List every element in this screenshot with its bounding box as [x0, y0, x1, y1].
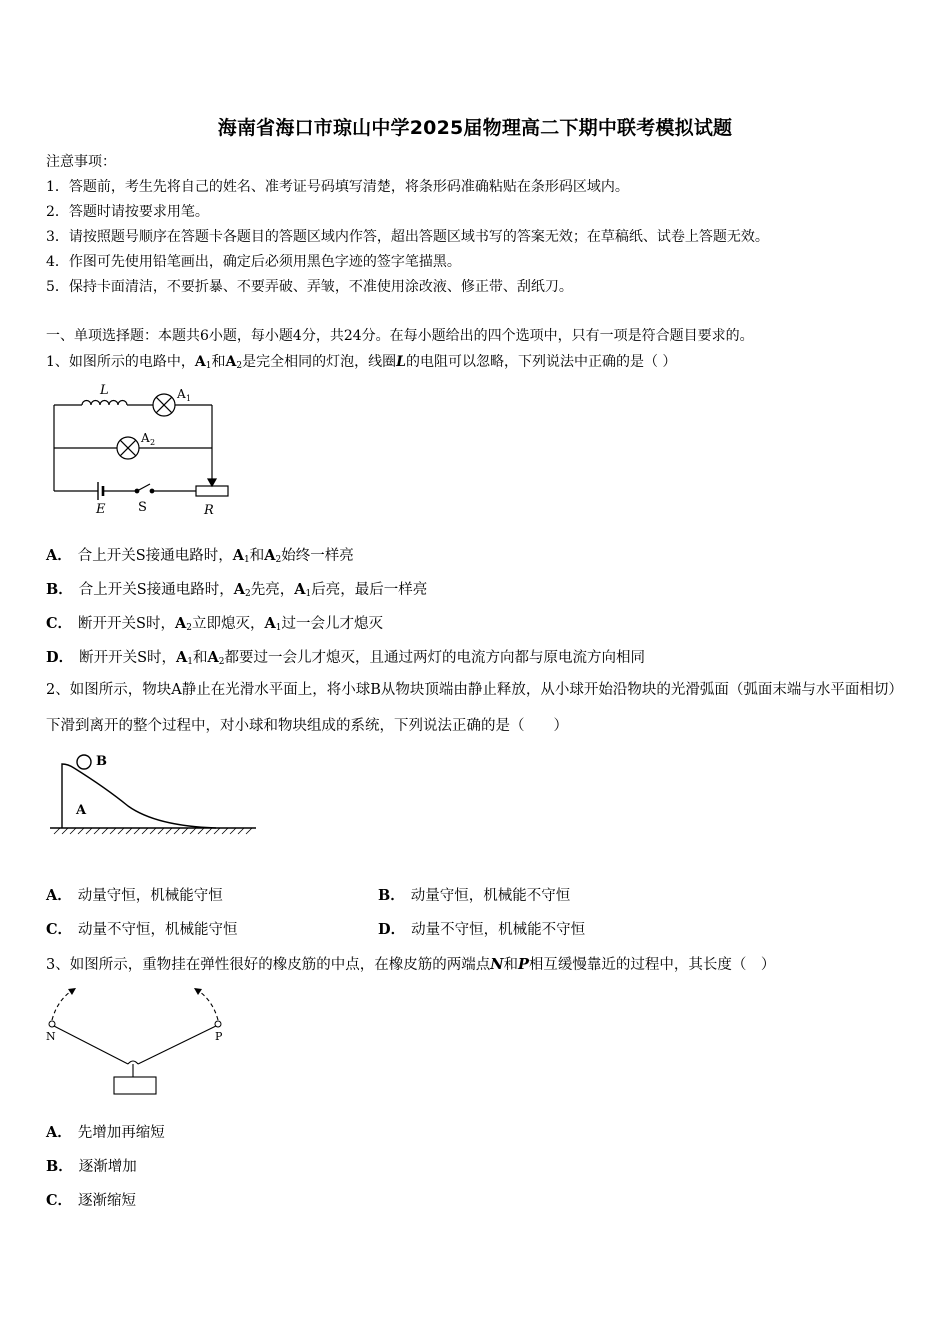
q1-option-b: B． 合上开关S接通电路时，$A_2$先亮，$A_1$后亮，最后一样亮	[46, 581, 428, 599]
rubber-band-diagram	[40, 980, 240, 1100]
q2-option-a: A． 动量守恒，机械能守恒	[46, 887, 223, 904]
question-3-stem: 3、如图所示，重物挂在弹性很好的橡皮筋的中点，在橡皮筋的两端点N和P相互缓慢靠近的过程中，其长度（ ）	[46, 956, 776, 973]
label-N: N	[46, 1030, 56, 1043]
section-heading: 一、单项选择题：本题共6小题，每小题4分，共24分。在每小题给出的四个选项中，只有一项是符合题目要求的。	[46, 328, 754, 344]
label-E: E	[96, 502, 106, 517]
notice-item: 4．作图可先使用铅笔画出，确定后必须用黑色字迹的签字笔描黑。	[46, 254, 461, 270]
q3-option-c: C． 逐渐缩短	[46, 1192, 137, 1209]
notice-heading: 注意事项：	[46, 154, 116, 170]
circuit-diagram	[40, 378, 240, 518]
label-A1-sub: 1	[186, 394, 192, 403]
block-ramp-diagram	[46, 748, 266, 844]
label-S: S	[138, 500, 147, 515]
label-B: B	[96, 754, 107, 769]
q1-option-d: D． 断开开关S时，$A_1$和$A_2$都要过一会儿才熄灭，且通过两灯的电流方向都与原电流方向相同	[46, 649, 646, 667]
label-A1: A	[177, 387, 186, 401]
notice-item: 3．请按照题号顺序在答题卡各题目的答题区域内作答，超出答题区域书写的答案无效；在草稿纸、试卷上答题无效。	[46, 229, 769, 245]
notice-item: 5．保持卡面清洁，不要折暴、不要弄破、弄皱，不准使用涂改液、修正带、刮纸刀。	[46, 279, 573, 295]
q2-option-c: C． 动量不守恒，机械能守恒	[46, 921, 238, 938]
label-A2: A	[141, 431, 150, 445]
q3-option-a: A． 先增加再缩短	[46, 1124, 165, 1141]
q1-option-c: C． 断开开关S时，$A_2$立即熄灭，$A_1$过一会儿才熄灭	[46, 615, 383, 633]
label-P: P	[215, 1030, 223, 1043]
question-2-stem: 2、如图所示，物块A静止在光滑水平面上，将小球B从物块顶端由静止释放，从小球开始沿物块的光滑弧面（弧面末端与水平面相切）下滑到离开的整个过程中，对小球和物块组成的系统，下列说法正确的是（ ）	[46, 682, 903, 734]
notice-item: 1．答题前，考生先将自己的姓名、准考证号码填写清楚，将条形码准确粘贴在条形码区域内。	[46, 179, 629, 195]
q2-option-b: B． 动量守恒，机械能不守恒	[378, 887, 571, 904]
label-A: A	[76, 803, 87, 818]
q2-option-d: D． 动量不守恒，机械能不守恒	[378, 921, 586, 938]
label-L: L	[100, 383, 109, 398]
page-title: 海南省海口市琼山中学2025届物理高二下期中联考模拟试题	[217, 117, 733, 139]
label-A2-sub: 2	[150, 438, 156, 447]
notice-item: 2．答题时请按要求用笔。	[46, 204, 209, 220]
label-R: R	[204, 503, 214, 518]
q3-option-b: B． 逐渐增加	[46, 1158, 137, 1175]
q1-option-a: A． 合上开关S接通电路时，$A_1$和$A_2$始终一样亮	[46, 547, 354, 565]
question-1-stem: 1、如图所示的电路中，$A_1$和$A_2$是完全相同的灯泡，线圈L的电阻可以忽略，下列说法中正确的是（ ）	[46, 354, 677, 371]
